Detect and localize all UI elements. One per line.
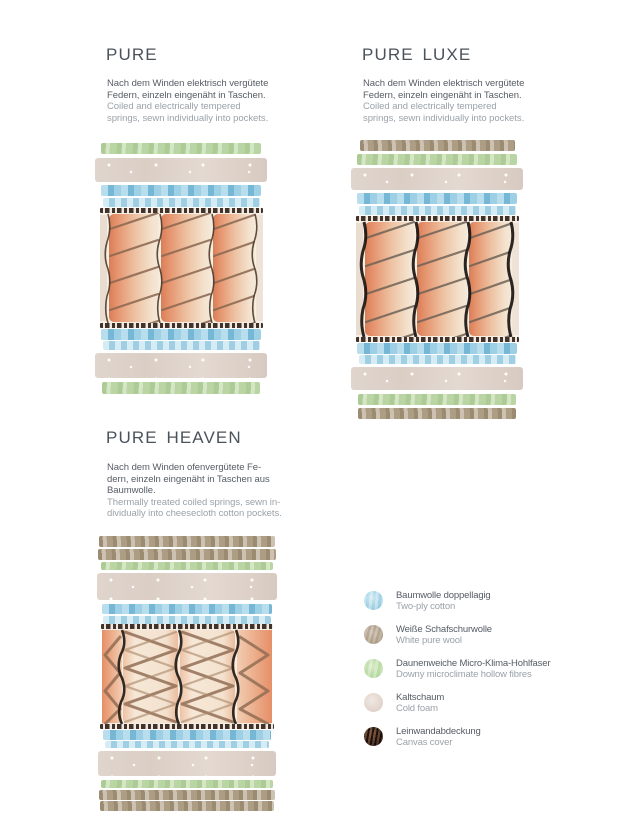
legend-item-cold-foam bbox=[364, 692, 550, 714]
legend-label-en: White pure wool bbox=[396, 635, 462, 646]
cotton-layer bbox=[101, 185, 261, 196]
cotton-layer bbox=[103, 730, 271, 740]
pure-luxe-title: PURE LUXE bbox=[362, 45, 472, 64]
pure-heaven-description-de-line: Nach dem Winden ofenvergütete Fe- bbox=[107, 462, 262, 473]
cold-foam-layer bbox=[97, 573, 277, 600]
legend-item-cotton bbox=[364, 590, 550, 612]
pure-heaven-mattress-illustration bbox=[95, 536, 279, 811]
pure-description-de-line: Federn, einzeln eingenäht in Taschen. bbox=[107, 89, 266, 101]
canvas-cover-swatch-icon bbox=[364, 727, 383, 746]
wool-layer bbox=[100, 801, 274, 811]
legend-label-en: Two-ply cotton bbox=[396, 601, 456, 612]
legend-labels bbox=[396, 726, 481, 748]
cold-foam-layer bbox=[95, 158, 267, 182]
legend-item-canvas bbox=[364, 726, 550, 748]
canvas-cover-layer bbox=[100, 724, 274, 729]
canvas-cover-layer bbox=[356, 337, 519, 342]
wool-layer bbox=[358, 408, 516, 419]
cotton-layer bbox=[105, 741, 269, 748]
cold-foam-layer bbox=[351, 168, 523, 190]
pocket-springs-layer bbox=[102, 629, 272, 724]
legend-label-de: Leinwandabdeckung bbox=[396, 726, 481, 737]
legend-labels bbox=[396, 658, 550, 680]
pure-heaven-description-de-line: Baumwolle. bbox=[107, 485, 156, 496]
pure-title: PURE bbox=[106, 45, 158, 64]
legend-label-de: Daunenweiche Micro-Klima-Hohlfaser bbox=[396, 658, 551, 669]
pure-description-en-line: Coiled and electrically tempered bbox=[107, 101, 241, 112]
legend-label-en: Canvas cover bbox=[396, 737, 453, 748]
pocket-springs-layer bbox=[100, 213, 263, 323]
pocket-springs-layer bbox=[356, 221, 519, 337]
pure-heaven-description-en-line: Thermally treated coiled springs, sewn in- bbox=[107, 496, 281, 508]
pure-luxe-description-en-line: springs, sewn individually into pockets. bbox=[363, 112, 525, 124]
wool-layer bbox=[360, 140, 515, 151]
white-pure-wool-swatch-icon bbox=[364, 625, 383, 644]
pure-heaven-description-de-line: dern, einzeln eingenäht in Taschen aus bbox=[107, 473, 270, 485]
hollow-fibre-layer bbox=[102, 382, 260, 394]
pure-heaven-description-en-line: dividually into cheesecloth cotton pockets. bbox=[107, 508, 282, 519]
cotton-layer bbox=[101, 329, 261, 340]
cotton-layer bbox=[357, 193, 517, 204]
pure-mattress-illustration bbox=[92, 143, 270, 394]
hollow-fibre-layer bbox=[101, 780, 273, 788]
cotton-layer bbox=[357, 343, 517, 354]
legend-label-en: Cold foam bbox=[396, 703, 438, 714]
cotton-layer bbox=[103, 341, 260, 350]
cold-foam-layer bbox=[98, 751, 276, 776]
legend-labels bbox=[396, 692, 444, 714]
legend-labels bbox=[396, 590, 491, 612]
cold-foam-layer bbox=[351, 367, 523, 390]
legend-label-de: Kaltschaum bbox=[396, 692, 445, 703]
cotton-layer bbox=[359, 206, 516, 215]
legend-label-en: Downy microclimate hollow fibres bbox=[396, 669, 532, 680]
cotton-layer bbox=[359, 355, 516, 364]
cold-foam-swatch-icon bbox=[364, 693, 383, 712]
pure-luxe-description-de-line: Nach dem Winden elektrisch vergütete bbox=[363, 78, 525, 89]
legend-label-de: Weiße Schafschurwolle bbox=[396, 624, 492, 635]
hollow-fibre-layer bbox=[358, 394, 516, 405]
cotton-layer bbox=[102, 604, 272, 614]
hollow-fibre-swatch-icon bbox=[364, 659, 383, 678]
wool-layer bbox=[99, 790, 275, 800]
pure-heaven-description bbox=[107, 462, 307, 520]
legend-labels bbox=[396, 624, 492, 646]
pure-luxe-description bbox=[363, 78, 563, 124]
pure-luxe-description-en-line: Coiled and electrically tempered bbox=[363, 101, 497, 112]
materials-legend bbox=[364, 590, 550, 760]
cold-foam-layer bbox=[95, 353, 267, 378]
pure-luxe-description-de-line: Federn, einzeln eingenäht in Taschen. bbox=[363, 89, 522, 101]
two-ply-cotton-swatch-icon bbox=[364, 591, 383, 610]
wool-layer bbox=[99, 536, 275, 547]
pure-luxe-mattress-illustration bbox=[348, 140, 526, 419]
legend-item-hollow-fibre bbox=[364, 658, 550, 680]
cotton-layer bbox=[103, 616, 271, 624]
hollow-fibre-layer bbox=[357, 154, 517, 165]
pure-description-en-line: springs, sewn individually into pockets. bbox=[107, 112, 269, 124]
canvas-cover-layer bbox=[100, 323, 263, 328]
pure-description-de-line: Nach dem Winden elektrisch vergütete bbox=[107, 78, 269, 89]
pure-heaven-title: PURE HEAVEN bbox=[106, 428, 242, 447]
legend-item-wool bbox=[364, 624, 550, 646]
pure-description bbox=[107, 78, 307, 124]
hollow-fibre-layer bbox=[101, 143, 261, 154]
hollow-fibre-layer bbox=[101, 562, 273, 570]
legend-label-de: Baumwolle doppellagig bbox=[396, 590, 491, 601]
wool-layer bbox=[98, 549, 276, 560]
cotton-layer bbox=[103, 198, 260, 207]
